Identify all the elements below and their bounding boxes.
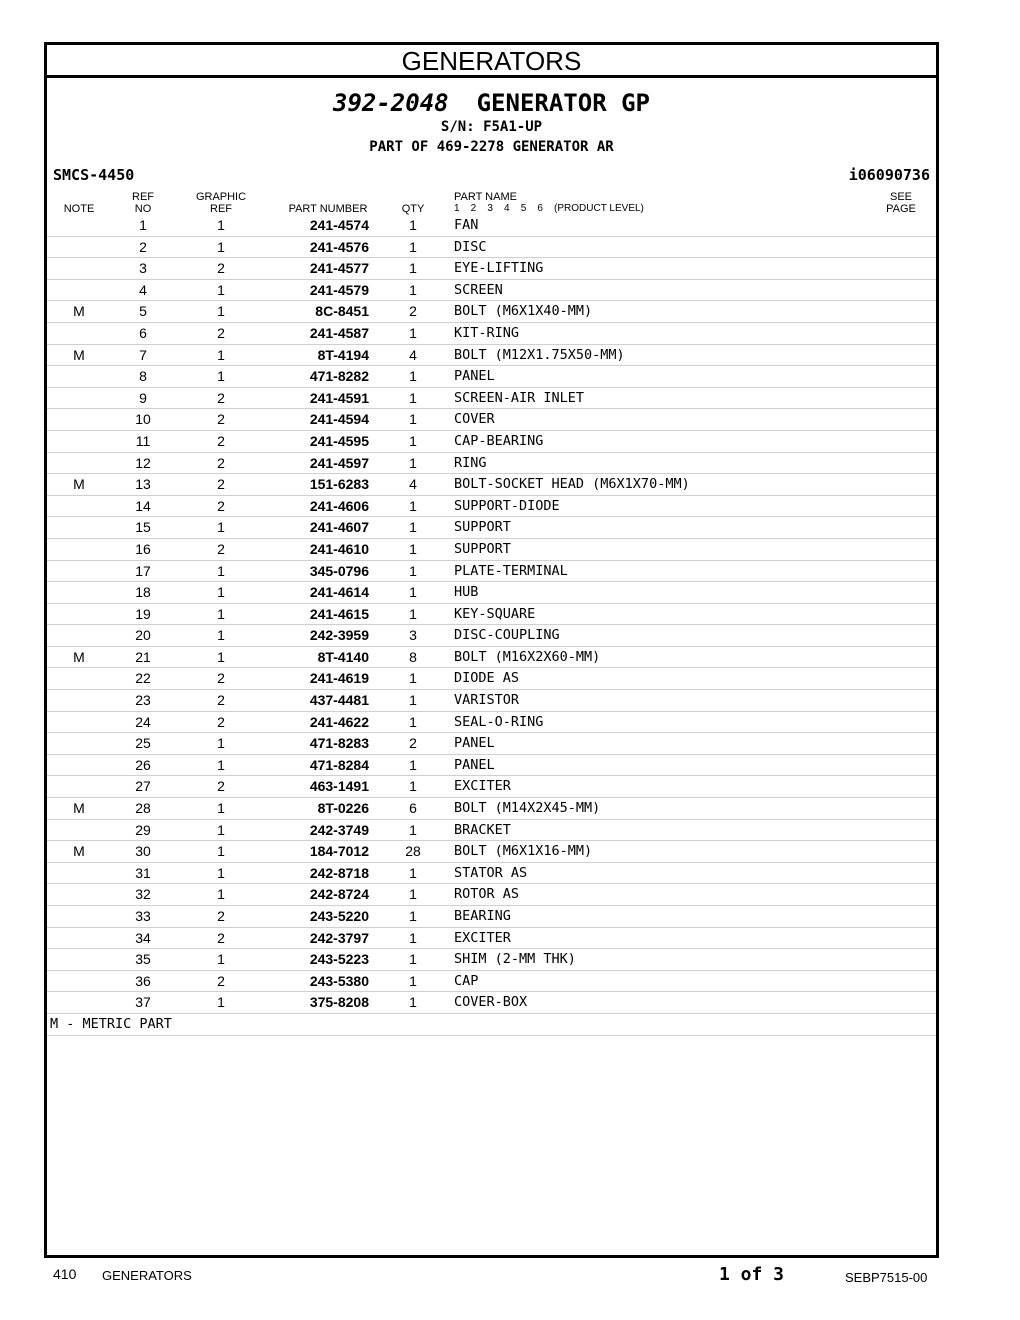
table-row — [47, 862, 936, 884]
part-name-cell: COVER — [454, 411, 495, 428]
footer-section: GENERATORS — [102, 1268, 192, 1283]
qty-cell: 28 — [405, 843, 421, 860]
qty-cell: 3 — [409, 627, 417, 644]
qty-cell: 1 — [409, 260, 417, 277]
qty-cell: 1 — [409, 411, 417, 428]
part-number-cell: 241-4622 — [309, 713, 369, 730]
part-number-cell: 8C-8451 — [315, 303, 369, 320]
graphic-ref-cell: 2 — [217, 692, 225, 709]
part-number-cell: 243-5223 — [309, 951, 369, 968]
graphic-ref-cell: 1 — [217, 821, 225, 838]
qty-cell: 8 — [409, 648, 417, 665]
note-cell: M — [73, 648, 85, 665]
ref-no-cell: 1 — [139, 217, 147, 233]
ref-no-cell: 4 — [139, 281, 147, 298]
graphic-ref-cell: 1 — [217, 735, 225, 752]
group-name: GENERATOR GP — [476, 89, 650, 117]
part-number-cell: 241-4614 — [309, 584, 369, 601]
part-name-cell: SHIM (2-MM THK) — [454, 951, 576, 968]
qty-cell: 1 — [409, 389, 417, 406]
ref-no-cell: 28 — [135, 800, 151, 817]
part-name-cell: VARISTOR — [454, 692, 520, 709]
graphic-ref-cell: 1 — [217, 346, 225, 363]
section-title: GENERATORS — [47, 45, 936, 78]
qty-cell: 1 — [409, 713, 417, 730]
graphic-ref-cell: 2 — [217, 411, 225, 428]
part-number-cell: 243-5380 — [309, 972, 369, 989]
part-name-cell: BOLT (M16X2X60-MM) — [454, 648, 601, 665]
part-number-cell: 241-4619 — [309, 670, 369, 687]
ref-no-cell: 22 — [135, 670, 151, 687]
graphic-ref-cell: 1 — [217, 584, 225, 601]
table-row — [47, 927, 936, 949]
graphic-ref-cell: 1 — [217, 238, 225, 255]
part-name-cell: PLATE-TERMINAL — [454, 562, 568, 579]
ref-no-cell: 10 — [135, 411, 151, 428]
qty-cell: 1 — [409, 908, 417, 924]
table-row — [47, 646, 936, 668]
ref-no-cell: 11 — [135, 432, 151, 449]
part-number-cell: 463-1491 — [309, 778, 369, 795]
header-part-number: PART NUMBER — [288, 203, 368, 215]
part-name-cell: SCREEN-AIR INLET — [454, 389, 585, 406]
part-name-cell: SUPPORT — [454, 519, 511, 536]
part-name-cell: EXCITER — [454, 929, 511, 946]
ref-no-cell: 19 — [135, 605, 151, 622]
ref-no-cell: 29 — [135, 821, 151, 838]
part-name-cell: BOLT (M6X1X16-MM) — [454, 843, 593, 860]
table-row — [47, 344, 936, 366]
ref-no-cell: 2 — [139, 238, 147, 255]
ref-no-cell: 8 — [139, 368, 147, 385]
qty-cell: 1 — [409, 540, 417, 557]
part-name-cell: HUB — [454, 584, 479, 601]
qty-cell: 1 — [409, 605, 417, 622]
table-row — [47, 603, 936, 625]
ref-no-cell: 31 — [135, 864, 151, 881]
graphic-ref-cell: 1 — [217, 951, 225, 968]
table-row — [47, 365, 936, 387]
part-name-cell: CAP-BEARING — [454, 432, 544, 449]
graphic-ref-cell: 2 — [217, 778, 225, 795]
part-name-cell: BEARING — [454, 908, 511, 924]
graphic-ref-cell: 2 — [217, 540, 225, 557]
part-number-cell: 241-4574 — [309, 217, 369, 233]
qty-cell: 4 — [409, 476, 417, 493]
table-row — [47, 754, 936, 776]
table-row — [47, 322, 936, 344]
part-number-cell: 437-4481 — [309, 692, 369, 709]
part-name-cell: BOLT-SOCKET HEAD (M6X1X70-MM) — [454, 476, 690, 493]
qty-cell: 1 — [409, 670, 417, 687]
part-number-cell: 242-3959 — [309, 627, 369, 644]
table-row — [47, 215, 936, 236]
qty-cell: 1 — [409, 584, 417, 601]
qty-cell: 1 — [409, 692, 417, 709]
table-row — [47, 775, 936, 797]
part-number-cell: 8T-4194 — [317, 346, 369, 363]
part-number-cell: 241-4577 — [309, 260, 369, 277]
qty-cell: 1 — [409, 864, 417, 881]
part-number-cell: 345-0796 — [309, 562, 369, 579]
header-graphic-ref — [191, 191, 251, 215]
graphic-ref-cell: 2 — [217, 324, 225, 341]
table-row — [47, 581, 936, 603]
part-number-cell: 8T-0226 — [317, 800, 369, 817]
graphic-ref-cell: 2 — [217, 389, 225, 406]
graphic-ref-cell: 2 — [217, 972, 225, 989]
table-row — [47, 257, 936, 279]
table-row — [47, 667, 936, 689]
note-cell: M — [73, 843, 85, 860]
qty-cell: 1 — [409, 562, 417, 579]
part-number-cell: 8T-4140 — [317, 648, 369, 665]
graphic-ref-cell: 1 — [217, 605, 225, 622]
table-row — [47, 236, 936, 258]
graphic-ref-cell: 1 — [217, 864, 225, 881]
ref-no-cell: 9 — [139, 389, 147, 406]
part-name-cell: BRACKET — [454, 821, 511, 838]
group-part-number: 392-2048 — [333, 89, 449, 117]
ref-no-cell: 7 — [139, 346, 147, 363]
serial-number: S/N: F5A1-UP — [440, 119, 543, 135]
table-row — [47, 624, 936, 646]
footer-page-of: 1 of 3 — [719, 1264, 785, 1285]
qty-cell: 1 — [409, 281, 417, 298]
part-number-cell: 471-8283 — [309, 735, 369, 752]
ref-no-cell: 13 — [135, 476, 151, 493]
ref-no-cell: 12 — [135, 454, 151, 471]
part-name-cell: DISC — [454, 238, 487, 255]
part-number-cell: 241-4610 — [309, 540, 369, 557]
table-row — [47, 516, 936, 538]
qty-cell: 1 — [409, 238, 417, 255]
qty-cell: 6 — [409, 800, 417, 817]
table-row — [47, 387, 936, 409]
table-row — [47, 883, 936, 905]
table-row — [47, 452, 936, 474]
ref-no-cell: 36 — [135, 972, 151, 989]
graphic-ref-cell: 1 — [217, 886, 225, 903]
graphic-ref-cell: 2 — [217, 497, 225, 514]
part-number-cell: 241-4594 — [309, 411, 369, 428]
header-ref — [123, 191, 163, 215]
qty-cell: 1 — [409, 821, 417, 838]
qty-cell: 1 — [409, 886, 417, 903]
table-row — [47, 840, 936, 862]
smcs-code: SMCS-4450 — [53, 166, 135, 184]
part-number-cell: 242-8718 — [309, 864, 369, 881]
header-qty: QTY — [401, 203, 425, 215]
header-note: NOTE — [63, 203, 95, 215]
qty-cell: 1 — [409, 929, 417, 946]
table-row — [47, 797, 936, 819]
footer-page-number: 410 — [53, 1266, 77, 1282]
illustration-id: i06090736 — [848, 166, 930, 184]
table-row — [47, 430, 936, 452]
graphic-ref-cell: 1 — [217, 648, 225, 665]
footer-doc-id: SEBP7515-00 — [845, 1270, 928, 1285]
table-row — [47, 560, 936, 582]
part-name-cell: COVER-BOX — [454, 994, 528, 1011]
ref-no-cell: 5 — [139, 303, 147, 320]
metric-part-footnote: M - METRIC PART — [50, 1015, 172, 1032]
part-number-cell: 241-4615 — [309, 605, 369, 622]
graphic-ref-cell: 2 — [217, 908, 225, 924]
graphic-ref-cell: 1 — [217, 562, 225, 579]
part-number-cell: 151-6283 — [309, 476, 369, 493]
part-name-cell: KIT-RING — [454, 324, 520, 341]
ref-no-cell: 14 — [135, 497, 151, 514]
graphic-ref-cell: 1 — [217, 281, 225, 298]
page-frame — [44, 42, 939, 1258]
part-name-cell: PANEL — [454, 368, 495, 385]
part-name-cell: CAP — [454, 972, 479, 989]
qty-cell: 1 — [409, 368, 417, 385]
part-name-cell: RING — [454, 454, 487, 471]
table-row — [47, 819, 936, 841]
header-see-top: SEE — [889, 191, 912, 203]
part-name-cell: BOLT (M14X2X45-MM) — [454, 800, 601, 817]
qty-cell: 1 — [409, 756, 417, 773]
note-cell: M — [73, 476, 85, 493]
note-cell: M — [73, 303, 85, 320]
part-name-cell: BOLT (M6X1X40-MM) — [454, 303, 593, 320]
ref-no-cell: 18 — [135, 584, 151, 601]
graphic-ref-cell: 1 — [217, 843, 225, 860]
part-of-line: PART OF 469-2278 GENERATOR AR — [369, 139, 614, 155]
graphic-ref-cell: 2 — [217, 713, 225, 730]
header-see-bottom: PAGE — [886, 203, 916, 215]
ref-no-cell: 27 — [135, 778, 151, 795]
table-row — [47, 970, 936, 992]
ref-no-cell: 6 — [139, 324, 147, 341]
part-name-cell: SUPPORT-DIODE — [454, 497, 560, 514]
ref-no-cell: 20 — [135, 627, 151, 644]
part-number-cell: 243-5220 — [309, 908, 369, 924]
ref-no-cell: 3 — [139, 260, 147, 277]
ref-no-cell: 33 — [135, 908, 151, 924]
qty-cell: 2 — [409, 735, 417, 752]
note-cell: M — [73, 800, 85, 817]
qty-cell: 1 — [409, 432, 417, 449]
part-name-cell: PANEL — [454, 756, 495, 773]
qty-cell: 1 — [409, 324, 417, 341]
qty-cell: 1 — [409, 497, 417, 514]
graphic-ref-cell: 1 — [217, 217, 225, 233]
ref-no-cell: 34 — [135, 929, 151, 946]
part-name-cell: DIODE AS — [454, 670, 520, 687]
part-name-cell: SCREEN — [454, 281, 503, 298]
table-row — [47, 473, 936, 495]
ref-no-cell: 15 — [135, 519, 151, 536]
ref-no-cell: 17 — [135, 562, 151, 579]
ref-no-cell: 21 — [135, 648, 151, 665]
note-cell: M — [73, 346, 85, 363]
graphic-ref-cell: 2 — [217, 476, 225, 493]
ref-no-cell: 25 — [135, 735, 151, 752]
table-row — [47, 905, 936, 927]
ref-no-cell: 16 — [135, 540, 151, 557]
part-number-cell: 471-8282 — [309, 368, 369, 385]
part-number-cell: 241-4595 — [309, 432, 369, 449]
graphic-ref-cell: 2 — [217, 260, 225, 277]
qty-cell: 2 — [409, 303, 417, 320]
table-row — [47, 711, 936, 733]
table-row — [47, 538, 936, 560]
graphic-ref-cell: 1 — [217, 368, 225, 385]
table-row — [47, 495, 936, 517]
qty-cell: 1 — [409, 972, 417, 989]
graphic-ref-cell: 1 — [217, 303, 225, 320]
part-number-cell: 241-4606 — [309, 497, 369, 514]
part-number-cell: 241-4597 — [309, 454, 369, 471]
table-row — [47, 689, 936, 711]
qty-cell: 1 — [409, 778, 417, 795]
qty-cell: 1 — [409, 519, 417, 536]
part-name-cell: BOLT (M12X1.75X50-MM) — [454, 346, 625, 363]
part-number-cell: 242-3749 — [309, 821, 369, 838]
part-name-cell: SEAL-O-RING — [454, 713, 544, 730]
table-row — [47, 279, 936, 301]
part-number-cell: 241-4591 — [309, 389, 369, 406]
part-name-cell: STATOR AS — [454, 864, 528, 881]
qty-cell: 1 — [409, 994, 417, 1011]
header-gref-bottom: REF — [210, 203, 232, 215]
table-row — [47, 948, 936, 970]
header-product-levels: 1 2 3 4 5 6 (PRODUCT LEVEL) — [454, 203, 644, 214]
part-name-cell: SUPPORT — [454, 540, 511, 557]
part-name-cell: KEY-SQUARE — [454, 605, 536, 622]
part-name-cell: DISC-COUPLING — [454, 627, 560, 644]
part-number-cell: 471-8284 — [309, 756, 369, 773]
part-number-cell: 241-4576 — [309, 238, 369, 255]
table-row — [47, 732, 936, 754]
header-ref-bottom: NO — [134, 203, 152, 215]
ref-no-cell: 37 — [135, 994, 151, 1011]
graphic-ref-cell: 1 — [217, 519, 225, 536]
part-number-cell: 241-4579 — [309, 281, 369, 298]
ref-no-cell: 30 — [135, 843, 151, 860]
ref-no-cell: 32 — [135, 886, 151, 903]
part-name-cell: EYE-LIFTING — [454, 260, 544, 277]
footnote-row — [47, 1013, 936, 1036]
part-name-cell: FAN — [454, 217, 479, 233]
part-name-cell: ROTOR AS — [454, 886, 520, 903]
table-row — [47, 408, 936, 430]
ref-no-cell: 24 — [135, 713, 151, 730]
part-number-cell: 184-7012 — [309, 843, 369, 860]
parts-table — [47, 215, 936, 1036]
ref-no-cell: 26 — [135, 756, 151, 773]
header-gref-top: GRAPHIC — [195, 191, 247, 203]
ref-no-cell: 23 — [135, 692, 151, 709]
graphic-ref-cell: 2 — [217, 454, 225, 471]
group-title — [47, 89, 936, 117]
part-number-cell: 242-3797 — [309, 929, 369, 946]
header-see-page — [879, 191, 923, 215]
part-number-cell: 242-8724 — [309, 886, 369, 903]
header-ref-top: REF — [132, 191, 154, 203]
part-name-cell: PANEL — [454, 735, 495, 752]
graphic-ref-cell: 1 — [217, 800, 225, 817]
graphic-ref-cell: 2 — [217, 929, 225, 946]
qty-cell: 1 — [409, 951, 417, 968]
qty-cell: 1 — [409, 217, 417, 233]
header-part-name: PART NAME — [454, 191, 517, 203]
part-number-cell: 241-4587 — [309, 324, 369, 341]
graphic-ref-cell: 1 — [217, 994, 225, 1011]
graphic-ref-cell: 1 — [217, 627, 225, 644]
table-row — [47, 991, 936, 1013]
graphic-ref-cell: 1 — [217, 756, 225, 773]
part-number-cell: 375-8208 — [309, 994, 369, 1011]
part-name-cell: EXCITER — [454, 778, 511, 795]
graphic-ref-cell: 2 — [217, 432, 225, 449]
part-number-cell: 241-4607 — [309, 519, 369, 536]
qty-cell: 4 — [409, 346, 417, 363]
ref-no-cell: 35 — [135, 951, 151, 968]
graphic-ref-cell: 2 — [217, 670, 225, 687]
table-row — [47, 300, 936, 322]
qty-cell: 1 — [409, 454, 417, 471]
